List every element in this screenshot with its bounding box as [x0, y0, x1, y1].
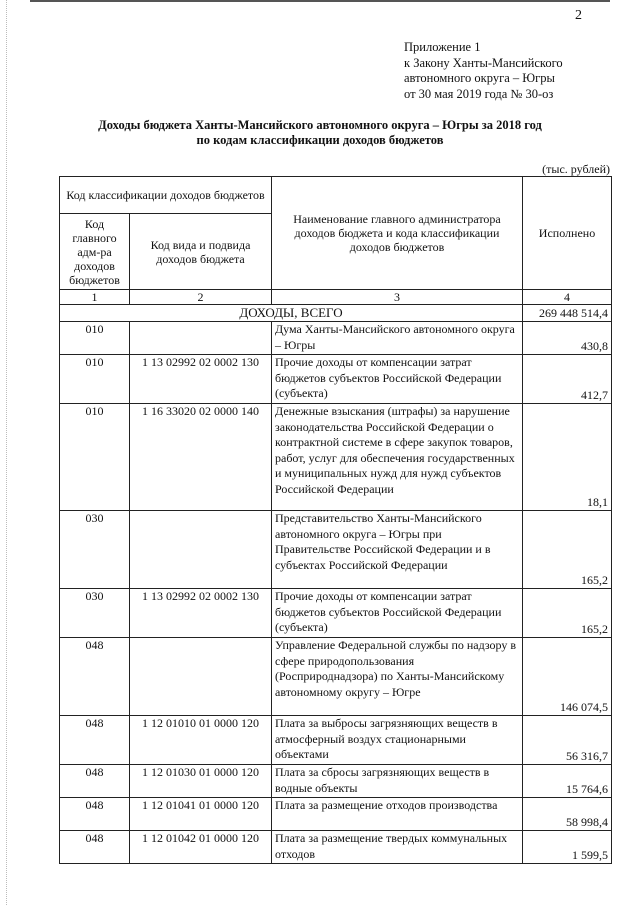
appendix-line: автономного округа – Югры — [404, 71, 555, 85]
name-cell: Денежные взыскания (штрафы) за нарушение законодательства Российской Федерации о контрактной системе в сфере закупок товаров, работ, услуг для обеспечения государственных и муниципальных нужд для нужд субъектов Российской Федерации — [272, 404, 523, 511]
type-code-cell: 1 13 02992 02 0002 130 — [130, 589, 272, 638]
value-cell: 412,7 — [523, 355, 612, 404]
header-name: Наименование главного администратора доходов бюджета и кода классификации доходов бюджетов — [272, 177, 523, 290]
table-row — [60, 589, 612, 638]
name-cell: Управление Федеральной службы по надзору в сфере природопользования (Росприроднадзора) по Ханты-Мансийскому автономному округу – Югре — [272, 638, 523, 716]
table-row — [60, 511, 612, 589]
admin-code-cell: 048 — [60, 798, 130, 831]
column-number: 3 — [272, 290, 523, 305]
value-cell: 146 074,5 — [523, 638, 612, 716]
admin-code-cell: 048 — [60, 638, 130, 716]
total-value: 269 448 514,4 — [523, 305, 612, 322]
document-title — [40, 118, 600, 148]
type-code-cell: 1 16 33020 02 0000 140 — [130, 404, 272, 511]
header-code-group: Код классификации доходов бюджетов — [60, 177, 272, 214]
column-number: 2 — [130, 290, 272, 305]
table-row — [60, 404, 612, 511]
appendix-line: от 30 мая 2019 года № 30-оз — [404, 86, 554, 101]
table-row — [60, 831, 612, 864]
type-code-cell: 1 13 02992 02 0002 130 — [130, 355, 272, 404]
name-cell: Дума Ханты-Мансийского автономного округа – Югры — [272, 322, 523, 355]
revenue-table — [59, 176, 612, 864]
name-cell: Плата за размещение отходов производства — [272, 798, 523, 831]
column-number: 1 — [60, 290, 130, 305]
name-cell: Плата за сбросы загрязняющих веществ в водные объекты — [272, 765, 523, 798]
name-cell: Прочие доходы от компенсации затрат бюджетов субъектов Российской Федерации (субъекта) — [272, 589, 523, 638]
table-row — [60, 716, 612, 765]
table-row — [60, 798, 612, 831]
type-code-cell: 1 12 01041 01 0000 120 — [130, 798, 272, 831]
appendix-line: Приложение 1 — [404, 40, 481, 54]
type-code-cell — [130, 322, 272, 355]
type-code-cell: 1 12 01010 01 0000 120 — [130, 716, 272, 765]
value-cell: 165,2 — [523, 589, 612, 638]
value-cell: 165,2 — [523, 511, 612, 589]
value-cell: 430,8 — [523, 322, 612, 355]
type-code-cell — [130, 511, 272, 589]
header-type-code: Код вида и подвида доходов бюджета — [130, 214, 272, 290]
page-number: 2 — [575, 8, 582, 23]
table-row — [60, 638, 612, 716]
admin-code-cell: 048 — [60, 831, 130, 864]
admin-code-cell: 010 — [60, 355, 130, 404]
admin-code-cell: 048 — [60, 716, 130, 765]
value-cell: 18,1 — [523, 404, 612, 511]
admin-code-cell: 010 — [60, 322, 130, 355]
value-cell: 56 316,7 — [523, 716, 612, 765]
table-row — [60, 322, 612, 355]
value-cell: 15 764,6 — [523, 765, 612, 798]
name-cell: Плата за размещение твердых коммунальных отходов — [272, 831, 523, 864]
header-admin-code: Код главного адм-ра доходов бюджетов — [60, 214, 130, 290]
value-cell: 1 599,5 — [523, 831, 612, 864]
total-label: ДОХОДЫ, ВСЕГО — [60, 305, 523, 322]
table-row — [60, 765, 612, 798]
name-cell: Представительство Ханты-Мансийского автономного округа – Югры при Правительстве Российской Федерации и в субъектах Российской Федерации — [272, 511, 523, 589]
column-number: 4 — [523, 290, 612, 305]
admin-code-cell: 048 — [60, 765, 130, 798]
title-line: Доходы бюджета Ханты-Мансийского автономного округа – Югры за 2018 год — [98, 118, 542, 132]
admin-code-cell: 030 — [60, 511, 130, 589]
value-cell: 58 998,4 — [523, 798, 612, 831]
table-row — [60, 355, 612, 404]
unit-label: (тыс. рублей) — [542, 162, 610, 176]
left-edge — [6, 0, 7, 905]
type-code-cell: 1 12 01030 01 0000 120 — [130, 765, 272, 798]
admin-code-cell: 030 — [60, 589, 130, 638]
appendix-block — [404, 40, 563, 102]
name-cell: Плата за выбросы загрязняющих веществ в атмосферный воздух стационарными объектами — [272, 716, 523, 765]
top-rule — [30, 0, 610, 2]
appendix-line: к Закону Ханты-Мансийского — [404, 55, 563, 70]
name-cell: Прочие доходы от компенсации затрат бюджетов субъектов Российской Федерации (субъекта) — [272, 355, 523, 404]
header-executed: Исполнено — [523, 177, 612, 290]
type-code-cell: 1 12 01042 01 0000 120 — [130, 831, 272, 864]
type-code-cell — [130, 638, 272, 716]
title-line: по кодам классификации доходов бюджетов — [196, 133, 444, 147]
admin-code-cell: 010 — [60, 404, 130, 511]
